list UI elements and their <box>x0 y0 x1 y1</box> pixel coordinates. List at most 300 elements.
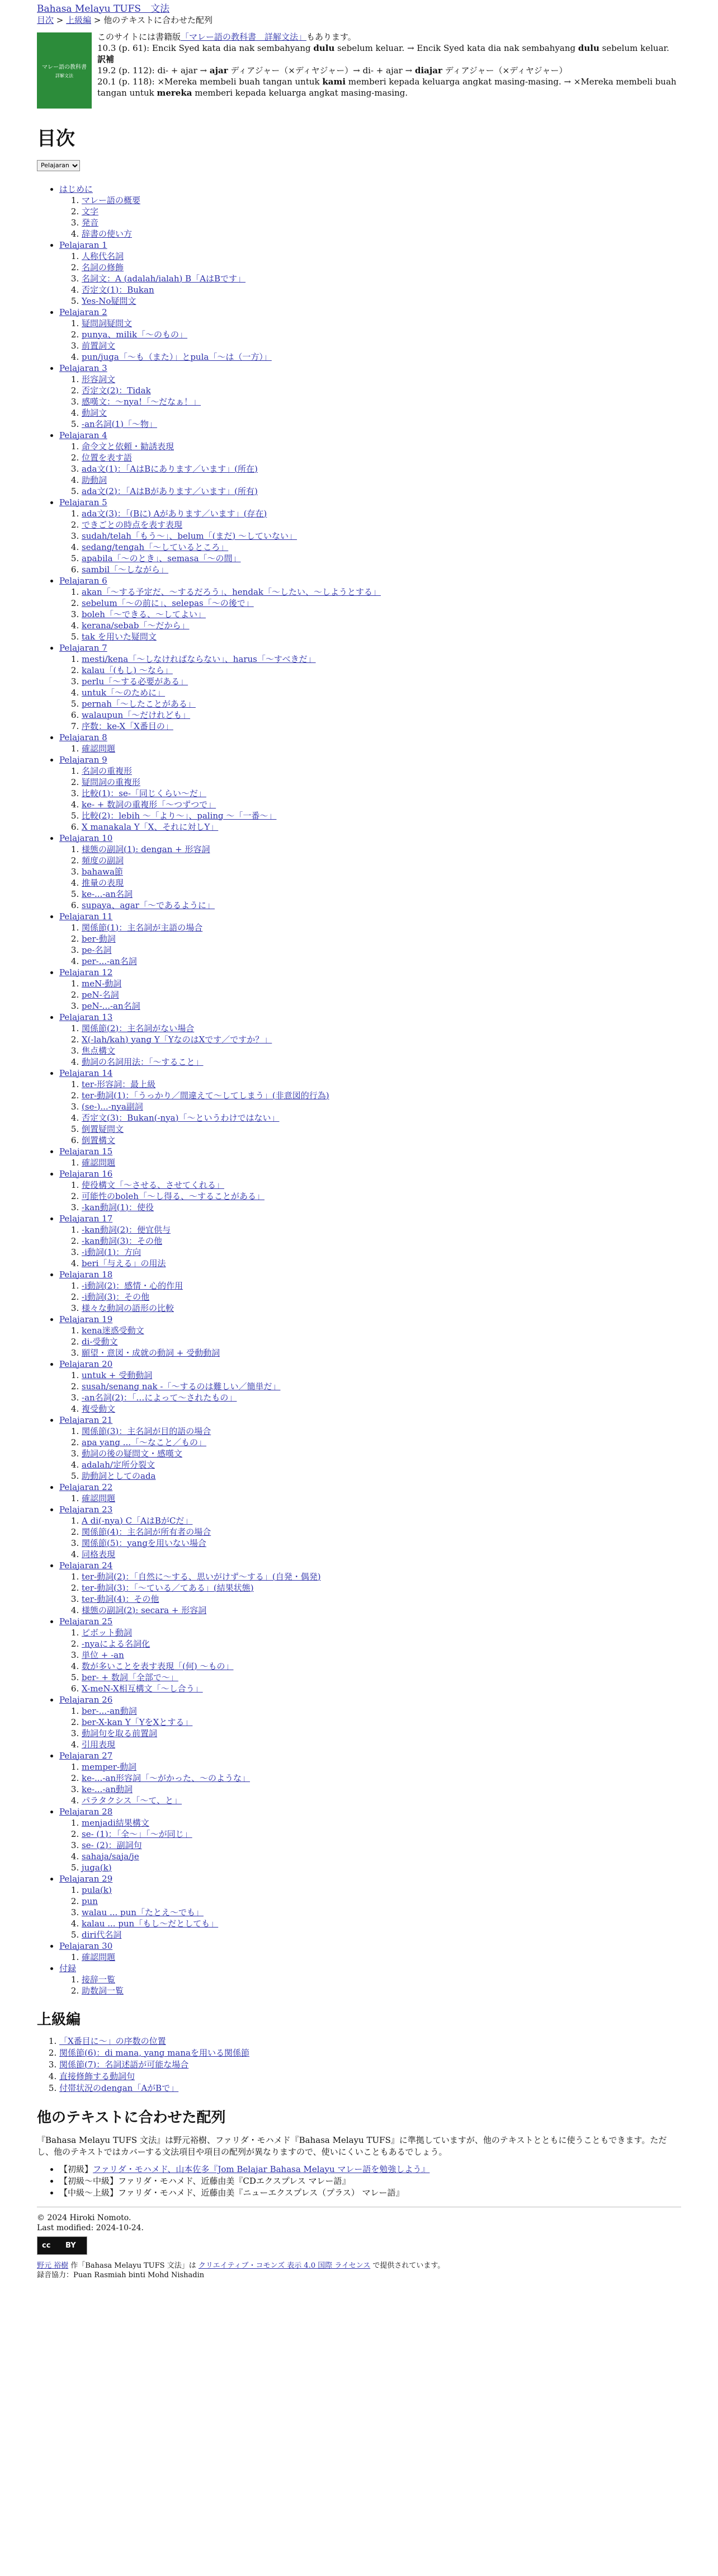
toc-item <box>82 1817 681 1828</box>
toc-section-link[interactable]: Pelajaran 1 <box>59 239 107 250</box>
toc-item-link[interactable]: -i動詞(1)：方向 <box>82 1247 141 1257</box>
toc-item-link[interactable]: 倒置疑問文 <box>82 1124 124 1134</box>
toc-item-link[interactable]: boleh「〜できる、〜してよい」 <box>82 609 206 619</box>
toc-item-link[interactable]: -an名詞(2)：「…によって〜されたもの」 <box>82 1392 237 1403</box>
toc-section <box>59 575 681 642</box>
toc-item <box>82 1761 681 1773</box>
toc-item <box>82 1717 681 1728</box>
toc-section-link[interactable]: Pelajaran 27 <box>59 1750 113 1761</box>
toc-item-link[interactable]: ter-動詞(2)：「自然に〜する、思いがけず〜する」(自発・偶発) <box>82 1571 321 1582</box>
toc-section <box>59 497 681 575</box>
toc-section <box>59 1616 681 1694</box>
toc-item-link[interactable]: 助動詞 <box>82 474 107 485</box>
toc-section-link[interactable]: Pelajaran 22 <box>59 1482 113 1492</box>
toc-item-link[interactable]: ber- + 数詞「全部で〜」 <box>82 1672 178 1682</box>
toc-sublist <box>59 743 681 754</box>
toc-item <box>82 1896 681 1907</box>
toc-section-link[interactable]: Pelajaran 24 <box>59 1560 113 1571</box>
toc-item-link[interactable]: bahawa節 <box>82 866 123 877</box>
license-link[interactable]: クリエイティブ・コモンズ 表示 4.0 国際 ライセンス <box>198 2261 371 2270</box>
advanced-item-link[interactable]: 直接修飾する動詞句 <box>59 2071 135 2081</box>
toc-section-link[interactable]: Pelajaran 21 <box>59 1414 113 1425</box>
toc-item-link[interactable]: apa yang ...「〜なこと／もの」 <box>82 1437 207 1447</box>
toc-item-link[interactable]: menjadi結果構文 <box>82 1817 149 1828</box>
toc-item-link[interactable]: meN-動詞 <box>82 978 122 989</box>
toc-item <box>82 1000 681 1012</box>
toc-item-link[interactable]: 倒置構文 <box>82 1135 116 1145</box>
advanced-item-link[interactable]: 付帯状況のdengan「AがBで」 <box>59 2083 179 2093</box>
toc-item <box>82 1773 681 1784</box>
author-link[interactable]: 野元 裕樹 <box>37 2261 69 2270</box>
toc-item-link[interactable]: ter-形容詞：最上級 <box>82 1079 156 1089</box>
toc-item <box>82 743 681 754</box>
toc-item-link[interactable]: 動詞句を取る前置詞 <box>82 1728 158 1738</box>
toc-item <box>82 217 681 228</box>
footer <box>37 2213 681 2280</box>
toc-sublist <box>59 1817 681 1873</box>
toc-section-link[interactable]: Pelajaran 25 <box>59 1616 113 1627</box>
toc-section-link[interactable]: Pelajaran 19 <box>59 1314 113 1324</box>
toc-item-link[interactable]: 様態の副詞(2): secara + 形容詞 <box>82 1605 207 1615</box>
toc-section-link[interactable]: Pelajaran 10 <box>59 833 113 843</box>
toc-item <box>82 978 681 989</box>
toc-item-link[interactable]: 名詞文：A (adalah/ialah) B「AはBです」 <box>82 273 246 284</box>
toc-item-link[interactable]: kena迷惑受動文 <box>82 1325 144 1336</box>
toc-item-link[interactable]: 関係節(3)：主名詞が目的語の場合 <box>82 1426 211 1436</box>
toc-item <box>82 1381 681 1392</box>
toc-item-link[interactable]: ada文(3)：「(Bに) Aがあります／います」(存在) <box>82 508 267 519</box>
toc-sublist <box>59 1224 681 1269</box>
toc-item-link[interactable]: beri「与える」の用法 <box>82 1258 166 1268</box>
toc-item-link[interactable]: ada文(2)：「AはBがあります／います」(所有) <box>82 486 258 496</box>
toc-item <box>82 1056 681 1068</box>
toc-item-link[interactable]: walaupun「〜だけれども」 <box>82 709 191 720</box>
toc-item-link[interactable]: akan「〜する予定だ、〜するだろう」、hendak「〜したい、〜しようとする」 <box>82 586 381 597</box>
toc-section-link[interactable]: Pelajaran 20 <box>59 1358 113 1369</box>
toc-item <box>82 609 681 620</box>
site-title-link[interactable]: Bahasa Melayu TUFS 文法 <box>37 3 170 15</box>
toc-item-link[interactable]: supaya、agar「〜であるように」 <box>82 900 215 910</box>
toc-sublist <box>59 765 681 833</box>
advanced-item-link[interactable]: 関係節(6)：di mana, yang manaを用いる関係節 <box>59 2047 249 2058</box>
toc-item-link[interactable]: 助数詞一覧 <box>82 1985 124 1996</box>
toc-item-link[interactable]: per-...-an名詞 <box>82 956 137 966</box>
toc-item-link[interactable]: tak を用いた疑問文 <box>82 631 157 642</box>
advanced-item-link[interactable]: 「X番目に〜」の序数の位置 <box>59 2036 166 2046</box>
toc-item-link[interactable]: ke-...-an動詞 <box>82 1784 133 1794</box>
toc-item-link[interactable]: pun <box>82 1896 98 1906</box>
toc-item <box>82 195 681 206</box>
toc-item-link[interactable]: 願望・意図・成就の動詞 + 受動動詞 <box>82 1347 220 1358</box>
toc-item-link[interactable]: 名詞の重複形 <box>82 765 133 776</box>
toc-item-link[interactable]: kerana/sebab「〜だから」 <box>82 620 190 631</box>
toc-item-link[interactable]: 関係節(4)：主名詞が所有者の場合 <box>82 1526 211 1537</box>
toc-section <box>59 754 681 833</box>
toc-section-link[interactable]: Pelajaran 16 <box>59 1168 113 1179</box>
toc-item <box>82 709 681 721</box>
advanced-item <box>59 2059 681 2071</box>
banner-text <box>97 31 681 109</box>
book-cover-title: マレー語の教科書 <box>42 64 87 70</box>
toc-item <box>82 1392 681 1403</box>
toc-item-link[interactable]: peN-...-an名詞 <box>82 1000 140 1011</box>
toc-sublist <box>59 195 681 239</box>
toc-section-link[interactable]: Pelajaran 28 <box>59 1806 113 1817</box>
toc-item-link[interactable]: 推量の表現 <box>82 877 124 888</box>
toc-item-link[interactable]: -nyaによる名詞化 <box>82 1638 150 1649</box>
toc-item-link[interactable]: できごとの時点を表す表現 <box>82 519 183 530</box>
toc-section <box>59 1012 681 1068</box>
toc-item <box>82 922 681 933</box>
toc-item-link[interactable]: 助動詞としてのada <box>82 1470 156 1481</box>
toc-item-link[interactable]: パラタクシス「〜て、と」 <box>82 1795 182 1806</box>
toc-item <box>82 989 681 1000</box>
lesson-select[interactable] <box>37 160 80 171</box>
toc-item-link[interactable]: X(-lah/kah) yang Y「YなのはXです／ですか？」 <box>82 1034 272 1045</box>
toc-item-link[interactable]: se- (2)：副詞句 <box>82 1840 142 1850</box>
toc-item-link[interactable]: pernah「〜したことがある」 <box>82 698 196 709</box>
toc-section-link[interactable]: Pelajaran 13 <box>59 1012 113 1022</box>
toc-section <box>59 1940 681 1963</box>
toc-item <box>82 474 681 486</box>
toc-section-link[interactable]: 付録 <box>59 1963 77 1973</box>
advanced-item-link[interactable]: 関係節(7)：名詞述語が可能な場合 <box>59 2059 189 2070</box>
toc-item-link[interactable]: -kan動詞(3)：その他 <box>82 1235 163 1246</box>
toc-item-link[interactable]: pula(k) <box>82 1884 112 1895</box>
toc-item <box>82 1493 681 1504</box>
toc-item <box>82 1929 681 1940</box>
toc-item-link[interactable]: Yes-No疑問文 <box>82 295 136 306</box>
toc-item <box>82 1795 681 1806</box>
toc-item-link[interactable]: 発音 <box>82 217 99 228</box>
toc-item-link[interactable]: perlu「〜する必要がある」 <box>82 676 188 687</box>
toc-item-link[interactable]: A di(-nya) C「AはBがCだ」 <box>82 1515 193 1526</box>
toc-item-link[interactable]: mesti/kena「〜しなければならない」、harus「〜すべきだ」 <box>82 654 316 664</box>
toc-item-link[interactable]: ter-動詞(4)：その他 <box>82 1593 159 1604</box>
toc-item-link[interactable]: 接辞一覧 <box>82 1974 116 1985</box>
toc-item-link[interactable]: 確認問題 <box>82 1493 116 1503</box>
toc-item <box>82 1258 681 1269</box>
toc-item-link[interactable]: sedang/tengah「〜しているところ」 <box>82 542 229 552</box>
toc-item-link[interactable]: ada文(1)：「AはBにあります／います」(所在) <box>82 463 258 474</box>
toc-section <box>59 1750 681 1806</box>
toc-section-link[interactable]: Pelajaran 30 <box>59 1940 113 1951</box>
toc-item-link[interactable]: apabila「〜のとき」、semasa「〜の間」 <box>82 553 241 563</box>
toc-section <box>59 1560 681 1616</box>
toc-item-link[interactable]: 関係節(5)：yangを用いない場合 <box>82 1538 206 1548</box>
toc-sublist <box>59 318 681 363</box>
toc-section-link[interactable]: Pelajaran 18 <box>59 1269 113 1280</box>
toc-item <box>82 1124 681 1135</box>
reference-link[interactable]: ファリダ・モハメド、山本佐多『Jom Belajar Bahasa Melayu マレー語を勉強しよう』 <box>93 2164 430 2174</box>
toc-item <box>82 777 681 788</box>
breadcrumb-toc[interactable]: 目次 <box>37 15 54 25</box>
toc-item-link[interactable]: 序数：ke-X「X番目の」 <box>82 721 173 731</box>
toc-item <box>82 452 681 463</box>
toc-item-link[interactable]: 複受動文 <box>82 1403 116 1414</box>
toc-section-link[interactable]: Pelajaran 26 <box>59 1694 113 1705</box>
toc-item-link[interactable]: 否定文(3)：Bukan(-nya)「〜というわけではない」 <box>82 1112 280 1123</box>
toc-item-link[interactable]: ピボット動詞 <box>82 1627 133 1638</box>
toc-item <box>82 441 681 452</box>
toc-item-link[interactable]: ke-...-an名詞 <box>82 889 133 899</box>
toc-item <box>82 1224 681 1235</box>
toc-section <box>59 307 681 363</box>
toc-item-link[interactable]: 比較(2)：lebih 〜「より〜」、paling 〜「一番〜」 <box>82 810 277 821</box>
toc-item-link[interactable]: peN-名詞 <box>82 989 119 1000</box>
toc-item-link[interactable]: (se-)...-nya副詞 <box>82 1101 143 1112</box>
toc-item <box>82 273 681 284</box>
toc-item <box>82 944 681 956</box>
toc-item-link[interactable]: 単位 + -an <box>82 1649 124 1660</box>
toc-item <box>82 1605 681 1616</box>
toc-item-link[interactable]: 様態の副詞(1): dengan + 形容詞 <box>82 844 210 854</box>
toc-section <box>59 1314 681 1358</box>
toc-item-link[interactable]: 動詞の後の疑問文・感嘆文 <box>82 1448 183 1459</box>
book-cover-subtitle: 詳解文法 <box>55 73 73 78</box>
toc-item <box>82 1370 681 1381</box>
toc-item <box>82 284 681 295</box>
toc-item-link[interactable]: X-meN-X相互構文「〜し合う」 <box>82 1683 203 1694</box>
toc-item <box>82 1515 681 1526</box>
toc-section-link[interactable]: Pelajaran 9 <box>59 754 107 765</box>
errata-line: 10.3 (p. 61): Encik Syed kata dia nak sembahyang dulu sebelum keluar. → Encik Syed kata dia nak sembahyang dulu sebelum keluar. <box>97 43 669 53</box>
toc-item-link[interactable]: ke- + 数詞の重複形「〜つずつで」 <box>82 799 216 810</box>
toc-item <box>82 1437 681 1448</box>
toc-sublist <box>59 1515 681 1560</box>
toc-item <box>82 340 681 351</box>
toc-item <box>82 206 681 217</box>
toc-section-link[interactable]: Pelajaran 11 <box>59 911 113 922</box>
toc-section <box>59 1168 681 1213</box>
toc-item-link[interactable]: pe-名詞 <box>82 944 112 955</box>
advanced-item <box>59 2083 681 2094</box>
toc-item-link[interactable]: punya、milik「〜のもの」 <box>82 329 188 340</box>
toc-sublist <box>59 654 681 732</box>
toc-item <box>82 1661 681 1672</box>
toc-item <box>82 1907 681 1918</box>
book-cover-image[interactable] <box>37 32 92 109</box>
toc-section <box>59 967 681 1012</box>
book-link[interactable]: 「マレー語の教科書 詳解文法」 <box>180 32 306 42</box>
toc-item <box>82 889 681 900</box>
last-modified: Last modified: 2024-10-24. <box>37 2223 144 2232</box>
toc-item-link[interactable]: -an名詞(1)「〜物」 <box>82 419 157 429</box>
toc-item-link[interactable]: untuk + 受動動詞 <box>82 1370 153 1380</box>
toc-item <box>82 1705 681 1717</box>
toc-item-link[interactable]: 辞書の使い方 <box>82 228 133 239</box>
toc-item-link[interactable]: 動詞の名詞用法：「〜すること」 <box>82 1056 204 1067</box>
license-text: 野元 裕樹 作「Bahasa Melayu TUFS 文法」は クリエイティブ・コモンズ 表示 4.0 国際 ライセンス で提供されています。 <box>37 2261 445 2270</box>
toc-item-link[interactable]: walau ... pun「たとえ〜でも」 <box>82 1907 204 1917</box>
toc-item-link[interactable]: sebelum「〜の前に」、selepas「〜の後で」 <box>82 598 254 608</box>
toc-item <box>82 1549 681 1560</box>
toc-section <box>59 1269 681 1314</box>
toc-item-link[interactable]: diri代名詞 <box>82 1929 122 1940</box>
toc-item <box>82 1952 681 1963</box>
toc-item <box>82 1739 681 1750</box>
toc-item-link[interactable]: 引用表現 <box>82 1739 116 1750</box>
toc-item <box>82 295 681 307</box>
errata-line: 20.1 (p. 118): ×Mereka membeli buah tangan untuk kami memberi kepada keluarga angkat masing-masing. → ×Mereka membeli buah tangan untuk mereka memberi kepada keluarga angkat masing-masing. <box>97 77 677 98</box>
toc-item-link[interactable]: 確認問題 <box>82 743 116 754</box>
toc-item-link[interactable]: -kan動詞(1)：使役 <box>82 1202 154 1212</box>
toc-item-link[interactable]: 位置を表す語 <box>82 452 133 463</box>
toc-item-link[interactable]: 疑問詞疑問文 <box>82 318 133 328</box>
toc-item-link[interactable]: di-受動文 <box>82 1336 118 1347</box>
toc-item-link[interactable]: 確認問題 <box>82 1157 116 1168</box>
toc-sublist <box>59 508 681 575</box>
toc-item-link[interactable]: 様々な動詞の語形の比較 <box>82 1303 174 1313</box>
toc-item-link[interactable]: 可能性のboleh「〜し得る、〜することがある」 <box>82 1191 264 1201</box>
toc-section-link[interactable]: Pelajaran 7 <box>59 642 107 653</box>
toc-item-link[interactable]: X manakala Y「X、それに対しY」 <box>82 821 219 832</box>
toc-section-link[interactable]: はじめに <box>59 184 93 194</box>
toc-section-link[interactable]: Pelajaran 12 <box>59 967 113 977</box>
toc-section <box>59 1068 681 1146</box>
toc-section <box>59 833 681 911</box>
toc-section <box>59 1414 681 1482</box>
toc-item-link[interactable]: ber-...-an動詞 <box>82 1705 137 1716</box>
toc-item <box>82 1179 681 1191</box>
toc-item-link[interactable]: se- (1)：「全〜」「〜が同じ」 <box>82 1828 192 1839</box>
toc-item <box>82 877 681 889</box>
other-paragraph: 『Bahasa Melayu TUFS 文法』は野元裕樹、ファリダ・モハメド『Bahasa Melayu TUFS』に準拠していますが、他のテキストとともに使うこともできます。ただし、他のテキストではカバーする文法項目や項目の配列が異なりますので、使いにくいこともあるでしょう。 <box>37 2135 667 2157</box>
toc-item-link[interactable]: ber-動詞 <box>82 933 116 944</box>
toc-item <box>82 1291 681 1303</box>
toc-section <box>59 1806 681 1873</box>
toc-item-link[interactable]: adalah/定所分裂文 <box>82 1459 155 1470</box>
toc-section-link[interactable]: Pelajaran 6 <box>59 575 107 586</box>
toc-item-link[interactable]: 形容詞文 <box>82 374 116 384</box>
toc-section-link[interactable]: Pelajaran 17 <box>59 1213 113 1224</box>
toc-section <box>59 642 681 732</box>
toc-sublist <box>59 1761 681 1806</box>
toc-item <box>82 933 681 944</box>
toc-item-link[interactable]: 否定文(2)：Tidak <box>82 385 151 396</box>
toc-item-link[interactable]: 否定文(1)：Bukan <box>82 284 154 295</box>
toc-section <box>59 1504 681 1560</box>
toc-section <box>59 1358 681 1414</box>
toc-section-link[interactable]: Pelajaran 15 <box>59 1146 113 1157</box>
toc-item <box>82 1280 681 1291</box>
toc-heading: 目次 <box>37 128 75 150</box>
toc-item-link[interactable]: kalau ... pun「もし〜だとしても」 <box>82 1918 219 1929</box>
toc-sublist <box>59 441 681 497</box>
toc-section-link[interactable]: Pelajaran 2 <box>59 307 107 317</box>
toc-item-link[interactable]: juga(k) <box>82 1862 112 1873</box>
toc-item <box>82 351 681 363</box>
toc-item-link[interactable]: susah/senang nak -「〜するのは難しい／簡単だ」 <box>82 1381 281 1392</box>
toc-item-link[interactable]: 文字 <box>82 206 99 217</box>
toc-sublist <box>59 1157 681 1168</box>
toc-section-link[interactable]: Pelajaran 3 <box>59 363 107 373</box>
toc-sublist <box>59 1426 681 1482</box>
toc-item-link[interactable]: ter-動詞(1)：「うっかり／間違えて〜してしまう」(非意図的行為) <box>82 1090 329 1101</box>
toc-item <box>82 676 681 687</box>
advanced-list <box>37 2036 681 2094</box>
toc-item-link[interactable]: 頻度の副詞 <box>82 855 124 866</box>
toc-item <box>82 665 681 676</box>
advanced-item <box>59 2071 681 2083</box>
toc-item-link[interactable]: memper-動詞 <box>82 1761 137 1772</box>
toc-item-link[interactable]: -i動詞(2)：感情・心的作用 <box>82 1280 183 1291</box>
toc-item <box>82 900 681 911</box>
toc-item-link[interactable]: -i動詞(3)：その他 <box>82 1291 150 1302</box>
toc-item <box>82 374 681 385</box>
toc-item-link[interactable]: 数が多いことを表す表現「(何) 〜もの」 <box>82 1661 234 1671</box>
toc-item <box>82 799 681 810</box>
toc-item-link[interactable]: untuk「〜のために」 <box>82 687 166 698</box>
toc-item <box>82 1784 681 1795</box>
toc-item-link[interactable]: 焦点構文 <box>82 1045 116 1056</box>
toc-item-link[interactable]: ke-...-an形容詞「〜がかった、〜のような」 <box>82 1773 251 1783</box>
toc-item-link[interactable]: マレー語の概要 <box>82 195 141 205</box>
toc-item <box>82 1470 681 1482</box>
toc-item <box>82 262 681 273</box>
toc-item <box>82 1649 681 1661</box>
toc-item-link[interactable]: 確認問題 <box>82 1952 116 1962</box>
toc-item-link[interactable]: pun/juga「〜も（また）」とpula「〜は（一方）」 <box>82 351 272 362</box>
toc-item-link[interactable]: 感嘆文：～nya!「～だなぁ！」 <box>82 396 201 407</box>
toc-item-link[interactable]: 前置詞文 <box>82 340 116 351</box>
toc-item <box>82 396 681 407</box>
toc-item-link[interactable]: -kan動詞(2)：便宜供与 <box>82 1224 171 1235</box>
toc-item-link[interactable]: ber-X-kan Y「YをXとする」 <box>82 1717 193 1727</box>
toc-sublist <box>59 1023 681 1068</box>
toc-section-link[interactable]: Pelajaran 14 <box>59 1068 113 1078</box>
errata-line: 19.2 (p. 112): di- + ajar → ajar ディアジャー（×ディヤジャー）→ di- + ajar → diajar ディアジャー（×ディヤジャー） <box>97 65 568 76</box>
toc-item-link[interactable]: ter-動詞(3)：「〜ている／てある」(結果状態) <box>82 1582 254 1593</box>
toc-item-link[interactable]: sudah/telah「もう〜」、belum「(まだ) 〜していない」 <box>82 530 297 541</box>
toc-item-link[interactable]: 動詞文 <box>82 407 107 418</box>
toc-item-link[interactable]: 関係節(1)：主名詞が主語の場合 <box>82 922 203 933</box>
toc-item-link[interactable]: 同格表現 <box>82 1549 116 1559</box>
toc-item <box>82 654 681 665</box>
toc-section <box>59 1963 681 1996</box>
toc-section-link[interactable]: Pelajaran 8 <box>59 732 107 742</box>
toc-item-link[interactable]: sahaja/saja/je <box>82 1851 139 1862</box>
toc-section-link[interactable]: Pelajaran 23 <box>59 1504 113 1515</box>
toc-item-link[interactable]: 命令文と依頼・勧誘表現 <box>82 441 174 452</box>
toc-sublist <box>59 922 681 967</box>
toc-item <box>82 519 681 530</box>
breadcrumb-advanced[interactable]: 上級編 <box>66 15 92 25</box>
cc-license-badge-icon[interactable]: cc BY <box>37 2236 87 2255</box>
toc-section-link[interactable]: Pelajaran 5 <box>59 497 107 507</box>
other-heading: 他のテキストに合わせた配列 <box>37 2109 226 2126</box>
toc-item <box>82 1426 681 1437</box>
toc-item <box>82 631 681 642</box>
toc-item <box>82 721 681 732</box>
toc-item <box>82 788 681 799</box>
toc-sublist <box>59 586 681 642</box>
toc-item <box>82 1459 681 1470</box>
toc-item-link[interactable]: 使役構文「〜させる、させてくれる」 <box>82 1179 225 1190</box>
toc-list <box>37 184 681 1996</box>
toc-item-link[interactable]: 疑問詞の重複形 <box>82 777 141 787</box>
toc-item-link[interactable]: 比較(1)：se-「同じくらい〜だ」 <box>82 788 206 798</box>
toc-item-link[interactable]: 人称代名詞 <box>82 251 124 261</box>
toc-sublist <box>59 1571 681 1616</box>
toc-item-link[interactable]: 関係節(2)：主名詞がない場合 <box>82 1023 195 1033</box>
toc-item-link[interactable]: kalau「(もし) 〜なら」 <box>82 665 173 675</box>
toc-item-link[interactable]: sambil「〜しながら」 <box>82 564 169 575</box>
toc-item-link[interactable]: 名詞の修飾 <box>82 262 124 272</box>
toc-section-link[interactable]: Pelajaran 4 <box>59 430 107 440</box>
toc-sublist <box>59 374 681 430</box>
toc-section-link[interactable]: Pelajaran 29 <box>59 1873 113 1884</box>
